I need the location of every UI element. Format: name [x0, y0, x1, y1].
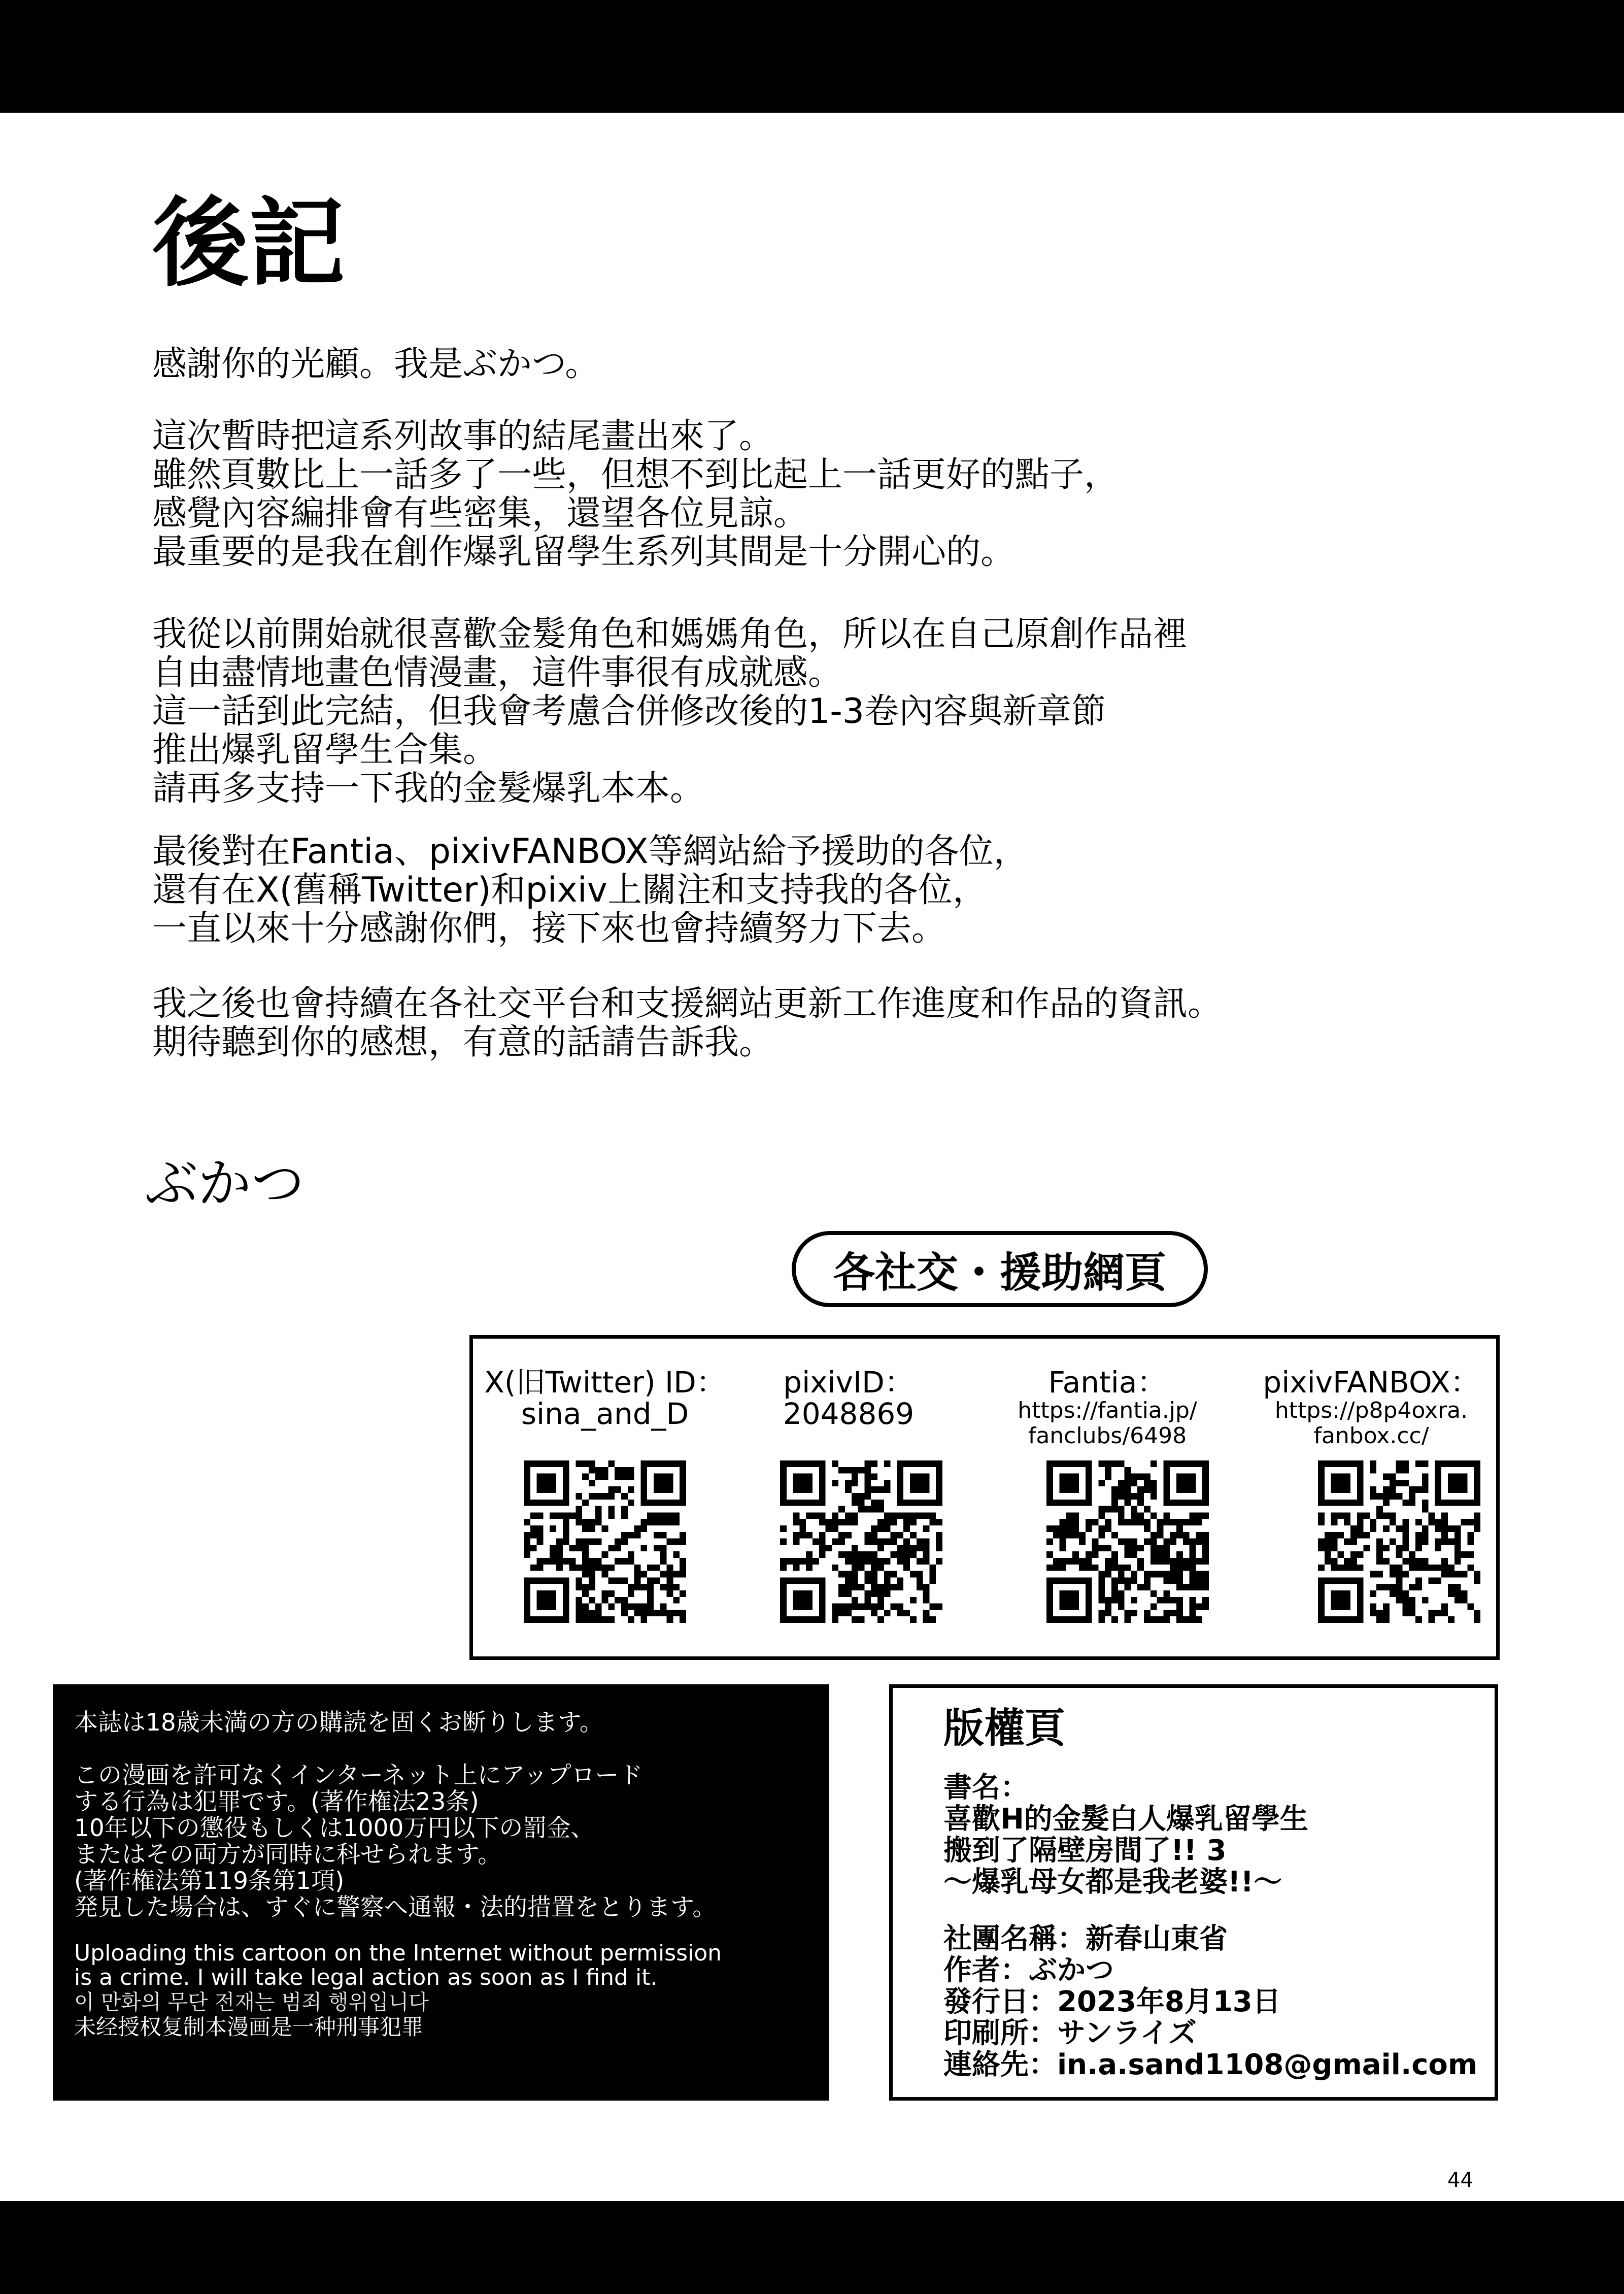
book-label: 書名：	[943, 1771, 1029, 1804]
qr-code-icon[interactable]	[1046, 1460, 1209, 1623]
qr-code-icon[interactable]	[1318, 1460, 1480, 1623]
social-url: fanbox.cc/	[1313, 1423, 1429, 1449]
text-line: 這一話到此完結，但我會考慮合併修改後的1-3卷內容與新章節	[152, 691, 1106, 732]
copyright-warning-line: (著作権法第119条第1項)	[74, 1867, 345, 1895]
afterword-paragraph-3	[152, 615, 1188, 808]
copyright-warning-line: する行為は犯罪です。(著作権法23条)	[74, 1788, 479, 1816]
text-line: 一直以來十分感謝你們，接下來也會持續努力下去。	[152, 909, 946, 949]
social-id: sina_and_D	[521, 1397, 689, 1431]
text-line: 還有在X(舊稱Twitter)和pixiv上關注和支持我的各位，	[152, 870, 987, 910]
copyright-warning-line: この漫画を許可なくインターネット上にアップロード	[74, 1761, 643, 1789]
book-title-line: 搬到了隔壁房間了!! 3	[943, 1834, 1227, 1867]
english-warning-line: is a crime. I will take legal action as soon as I find it.	[74, 1965, 658, 1990]
contact-email[interactable]: 連絡先：in.a.sand1108@gmail.com	[943, 2048, 1478, 2081]
legal-notice	[53, 1684, 829, 2101]
text-line: 推出爆乳留學生合集。	[152, 730, 498, 770]
social-entry-x	[483, 1367, 727, 1429]
text-line: 請再多支持一下我的金髮爆乳本本。	[152, 769, 705, 809]
book-title-line: 喜歡H的金髮白人爆乳留學生	[943, 1803, 1308, 1836]
age-restriction-notice: 本誌は18歳未満の方の購読を固くお断りします。	[74, 1709, 604, 1737]
social-url: fanclubs/6498	[1028, 1423, 1187, 1449]
text-line: 這次暫時把這系列故事的結尾畫出來了。	[152, 416, 774, 456]
page-title: 後記	[152, 187, 346, 300]
social-label: pixivID：	[783, 1365, 914, 1400]
text-line: 感覺內容編排會有些密集，還望各位見諒。	[152, 493, 808, 534]
colophon-heading: 版權頁	[943, 1705, 1065, 1752]
printer-name: 印刷所：サンライズ	[943, 2017, 1197, 2050]
social-entry-fantia	[991, 1367, 1224, 1449]
social-url: https://p8p4oxra.	[1274, 1398, 1468, 1423]
text-line: 感謝你的光顧。我是ぶかつ。	[152, 344, 600, 384]
social-label: pixivFANBOX：	[1263, 1365, 1480, 1400]
text-line: 最後對在Fantia、pixivFANBOX等網站給予援助的各位，	[152, 832, 1028, 872]
english-warning-line: Uploading this cartoon on the Internet without permission	[74, 1940, 722, 1966]
author-signature: ぶかつ	[145, 1153, 305, 1215]
social-links-box	[469, 1335, 1500, 1660]
author-name: 作者：ぶかつ	[943, 1954, 1114, 1987]
copyright-warning-line: 10年以下の懲役もしくは1000万円以下の罰金、	[74, 1814, 595, 1842]
text-line: 期待聽到你的感想，有意的話請告訴我。	[152, 1022, 774, 1062]
chinese-warning: 未经授权复制本漫画是一种刑事犯罪	[74, 2015, 423, 2040]
text-line: 最重要的是我在創作爆乳留學生系列其間是十分開心的。	[152, 532, 1016, 572]
text-line: 我之後也會持續在各社交平台和支援網站更新工作進度和作品的資訊。	[152, 984, 1223, 1024]
page-number: 44	[1447, 2169, 1473, 2192]
text-line: 我從以前開始就很喜歡金髮角色和媽媽角色，所以在自己原創作品裡	[152, 614, 1188, 654]
social-label: X(旧Twitter) ID：	[484, 1365, 726, 1400]
social-id: 2048869	[783, 1397, 915, 1431]
social-entry-pixiv	[742, 1367, 955, 1429]
text-line: 自由盡情地畫色情漫畫，這件事很有成就感。	[152, 653, 843, 693]
afterword-paragraph-1	[152, 345, 599, 384]
copyright-warning-line: またはその両方が同時に科せられます。	[74, 1841, 502, 1869]
social-entry-fanbox	[1249, 1367, 1493, 1449]
bottom-black-bar	[0, 2201, 1624, 2294]
social-heading: 各社交・援助網頁	[792, 1231, 1208, 1307]
social-label: Fantia：	[1048, 1365, 1167, 1400]
qr-code-icon[interactable]	[524, 1460, 686, 1623]
qr-code-icon[interactable]	[780, 1460, 942, 1623]
social-url: https://fantia.jp/	[1018, 1398, 1197, 1423]
copyright-warning-line: 発見した場合は、すぐに警察へ通報・法的措置をとります。	[74, 1893, 717, 1921]
publish-date: 發行日：2023年8月13日	[943, 1985, 1281, 2018]
afterword-paragraph-4	[152, 833, 1028, 948]
text-line: 雖然頁數比上一話多了一些，但想不到比起上一話更好的點子，	[152, 455, 1119, 495]
korean-warning: 이 만화의 무단 전재는 범죄 행위입니다	[74, 1990, 429, 2014]
top-black-bar	[0, 0, 1624, 113]
afterword-paragraph-5	[152, 985, 1222, 1062]
colophon-box	[889, 1684, 1498, 2101]
afterword-paragraph-2	[152, 417, 1119, 572]
circle-name: 社團名稱：新春山東省	[943, 1922, 1228, 1955]
book-title-line: ～爆乳母女都是我老婆!!～	[943, 1866, 1282, 1899]
